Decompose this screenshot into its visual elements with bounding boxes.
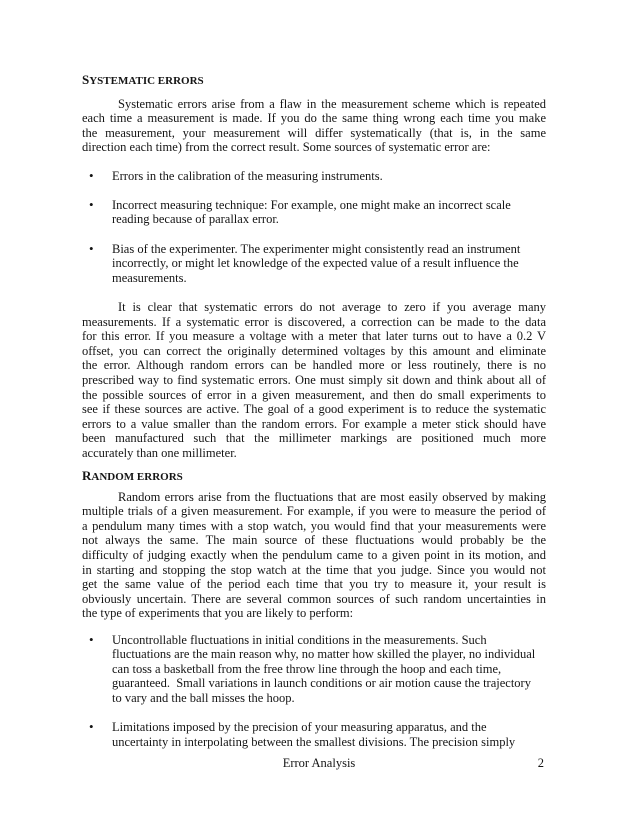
paragraph-line: measurements. If a systematic error is discovered, a correction can be made to the data [82, 314, 546, 329]
bullet-item-calibration [82, 169, 546, 184]
paragraph-line: Random errors arise from the fluctuations that are most easily observed by making [118, 489, 546, 504]
paragraph-line: direction each time) from the correct result. Some sources of systematic error are: [82, 140, 491, 155]
paragraph-line: in starting and stopping the stop watch at the time that you judge. Since you would not [82, 562, 546, 577]
bullet-item-technique [82, 198, 546, 227]
bullet-item-bias [82, 242, 546, 286]
bullet-line: Incorrect measuring technique: For example, one might make an incorrect scale [112, 197, 511, 212]
paragraph-line: the type of experiments that you are likely to perform: [82, 606, 354, 621]
bullet-line: incorrectly, or might let knowledge of the expected value of a result influence the [112, 256, 519, 271]
paragraph-line: see if these sources are active. The goal of a good experiment is to reduce the systematic [82, 402, 546, 417]
paragraph-line: prescribed way to find systematic errors. One must simply sit down and think about all of [82, 373, 546, 388]
paragraph-line: accurately than one millimeter. [82, 446, 237, 461]
paragraph-systematic-intro [82, 97, 546, 155]
paragraph-line: a pendulum many times with a stop watch, you would find that your measurements were [82, 518, 546, 533]
bullet-line: Errors in the calibration of the measuring instruments. [112, 169, 383, 184]
paragraph-line: obviously uncertain. There are several common sources of such random uncertainties in [82, 591, 546, 606]
bullet-dot-icon: • [89, 719, 94, 735]
paragraph-line: get the same value of the period each time that you try to measure it, your result is [82, 577, 546, 592]
paragraph-line: the measurement, your measurement will differ systematically (that is, in the same [82, 125, 546, 140]
paragraph-systematic-discussion [82, 300, 546, 461]
bullet-line: measurements. [112, 270, 187, 285]
paragraph-line: offset, you can correct the originally determined voltages by this amount and eliminate [82, 343, 546, 358]
paragraph-line: multiple trials of a given measurement. For example, if you were to measure the period of [82, 504, 546, 519]
bullet-line: uncertainty in interpolating between the smallest divisions. The precision simply [112, 734, 516, 749]
bullet-line: can toss a basketball from the free throw line through the hoop and each time, [112, 661, 502, 676]
bullet-line: fluctuations are the main reason why, no matter how skilled the player, no individual [112, 647, 536, 662]
section-heading-random-errors: RANDOM ERRORS [82, 467, 183, 483]
paragraph-line: It is clear that systematic errors do not average to zero if you average many [118, 300, 546, 315]
page-number: 2 [537, 755, 544, 770]
footer-title: Error Analysis [282, 755, 356, 770]
paragraph-line: Systematic errors arise from a flaw in the measurement scheme which is repeated [118, 96, 546, 111]
paragraph-line: difficulty of judging exactly when the pendulum came to a given point in its motion, and [82, 548, 546, 563]
bullet-line: guaranteed. Small variations in launch conditions or air motion cause the trajectory [112, 676, 531, 691]
paragraph-line: errors to a value smaller than the random errors. For example a meter stick should have [82, 416, 546, 431]
bullet-dot-icon: • [89, 240, 94, 256]
bullet-line: Limitations imposed by the precision of your measuring apparatus, and the [112, 720, 487, 735]
bullet-item-fluctuations [82, 633, 546, 706]
paragraph-line: each time a measurement is made. If you do the same thing wrong each time you make [82, 111, 546, 126]
paragraph-line: been manufactured such that the millimeter markings are positioned much more [82, 431, 546, 446]
bullet-line: reading because of parallax error. [112, 212, 279, 227]
paragraph-line: not always the same. The main source of these fluctuations would probably be the [82, 533, 546, 548]
paragraph-line: the error. Although random errors can be handled more or less routinely, there is no [82, 358, 546, 373]
bullet-line: Bias of the experimenter. The experimenter might consistently read an instrument [112, 241, 521, 256]
bullet-line: Uncontrollable fluctuations in initial conditions in the measurements. Such [112, 632, 487, 647]
bullet-dot-icon: • [89, 168, 94, 184]
bullet-dot-icon: • [89, 196, 94, 212]
paragraph-random-intro [82, 490, 546, 621]
bullet-line: to vary and the ball misses the hoop. [112, 691, 295, 706]
paragraph-line: for this error. If you measure a voltage with a meter that later turns out to have a 0.2 V [82, 329, 546, 344]
paragraph-line: the possible sources of error in a given measurement, and then do small experiments to [82, 387, 546, 402]
bullet-item-limitations [82, 720, 546, 749]
bullet-dot-icon: • [89, 631, 94, 647]
section-heading-systematic-errors: SYSTEMATIC ERRORS [82, 71, 204, 87]
